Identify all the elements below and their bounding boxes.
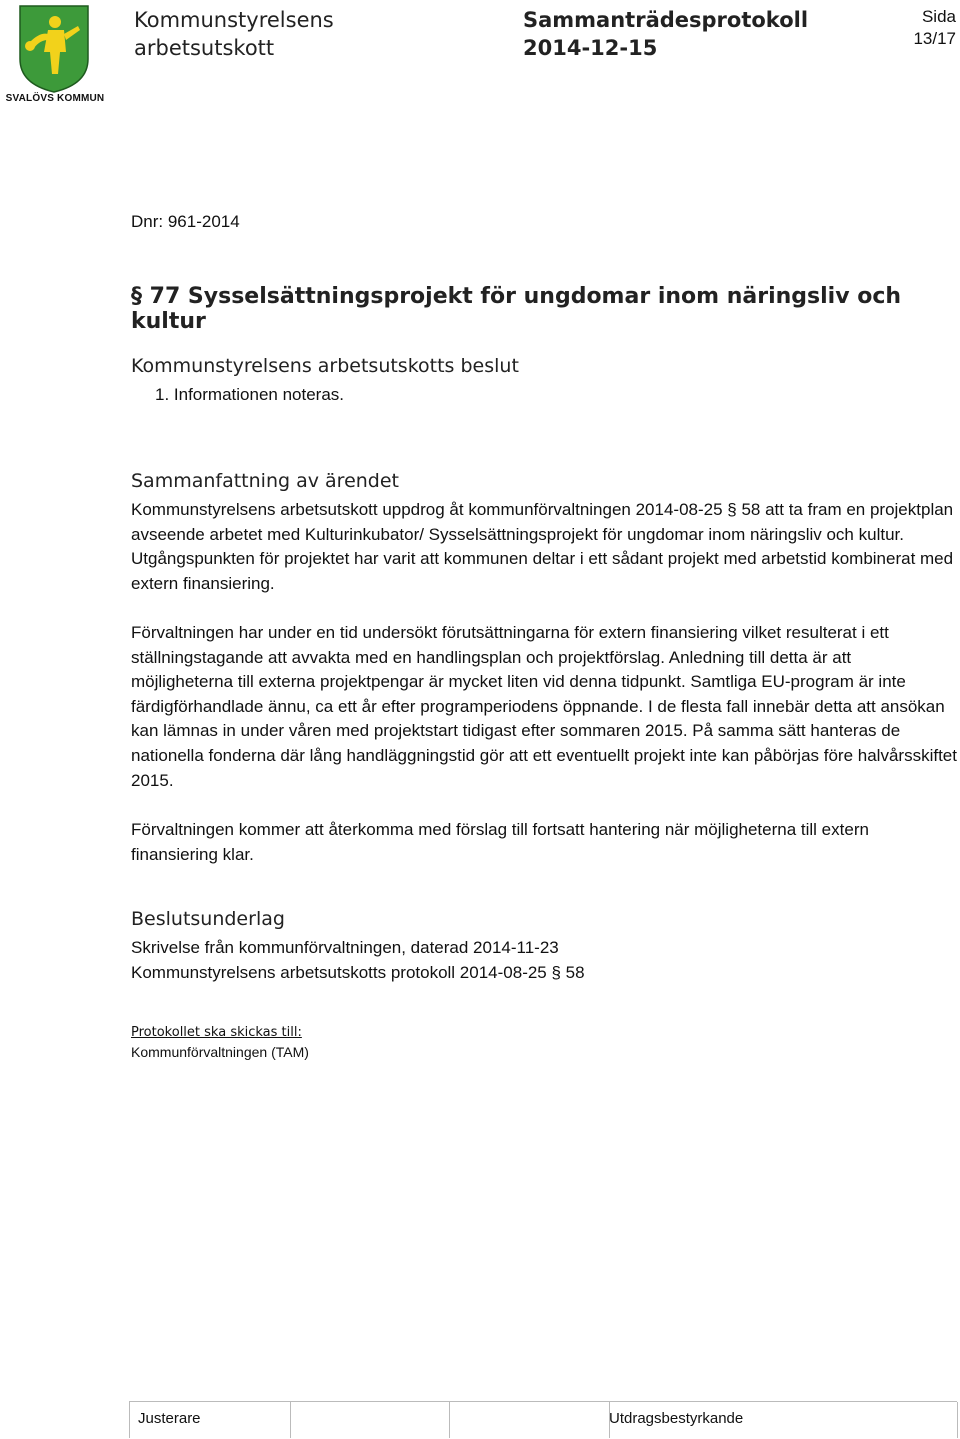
municipality-name: SVALÖVS KOMMUN [5, 93, 105, 104]
signature-cell [289, 1402, 450, 1438]
page-title: § 77 Sysselsättningsprojekt för ungdomar inom näringsliv och kultur [131, 284, 902, 334]
utdrag-cell [609, 1402, 958, 1438]
summary-heading: Sammanfattning av ärendet [131, 470, 399, 492]
justerare-cell [129, 1402, 291, 1438]
signature-cell [449, 1402, 610, 1438]
summary-paragraph-3: Förvaltningen kommer att återkomma med förslag till fortsatt hantering när möjligheterna till extern finansiering klar. [131, 820, 869, 864]
header-document [523, 6, 808, 62]
basis-heading: Beslutsunderlag [131, 908, 285, 930]
decision-item: 1. Informationen noteras. [155, 385, 345, 404]
page-indicator [913, 6, 956, 50]
basis-item: Kommunstyrelsens arbetsutskotts protokoll 2014-08-25 § 58 [131, 962, 585, 982]
distribution-heading: Protokollet ska skickas till: [131, 1025, 302, 1040]
org-line-2: arbetsutskott [134, 36, 275, 60]
decision-heading: Kommunstyrelsens arbetsutskotts beslut [131, 355, 519, 377]
page-label: Sida [921, 7, 956, 26]
utdrag-label: Utdragsbestyrkande [609, 1410, 744, 1427]
justerare-label: Justerare [138, 1410, 201, 1427]
summary-paragraph-1: Kommunstyrelsens arbetsutskott uppdrog åt kommunförvaltningen 2014-08-25 § 58 att ta fram en projektplan avseende arbetet med Kulturinkubator/ Sysselsättningsprojekt för ungdomar inom näringsliv och kultur. Utgångspunkten för projektet har varit att kommunen deltar i ett sådant projekt med arbetstid kombinerat med extern finansiering. [131, 500, 954, 593]
document-type: Sammanträdesprotokoll [523, 8, 809, 32]
decision-list [155, 385, 344, 405]
org-line-1: Kommunstyrelsens [134, 8, 334, 32]
page-number: 13/17 [913, 29, 956, 48]
document-date: 2014-12-15 [523, 36, 658, 60]
basis-item: Skrivelse från kommunförvaltningen, daterad 2014-11-23 [131, 938, 559, 957]
distribution-recipient: Kommunförvaltningen (TAM) [131, 1044, 309, 1060]
basis-list [131, 936, 585, 985]
signature-footer [129, 1401, 957, 1438]
summary-paragraph-2: Förvaltningen har under en tid undersökt förutsättningarna för extern finansiering vilket resulterat i ett ställningstagande att avvakta med en handlingsplan och projektförslag. Anledning till detta är att möjligheterna till externa projektpengar är mycket liten vid denna tidpunkt. Samtliga EU-program är inte färdigförhandlade ännu, ca ett år efter programperiodens öppnande. I de flesta fall innebär detta att ansökan kan lämnas in under våren med projektstart tidigast efter sommaren 2015. På samma sätt hanteras de nationella fonderna där lång handläggningstid gör att ett eventuellt projekt inte kan påbörjas före halvårsskiftet 2015. [131, 623, 957, 790]
header-organization [134, 6, 334, 62]
case-number: Dnr: 961-2014 [131, 212, 240, 231]
coat-of-arms-icon [8, 4, 112, 94]
